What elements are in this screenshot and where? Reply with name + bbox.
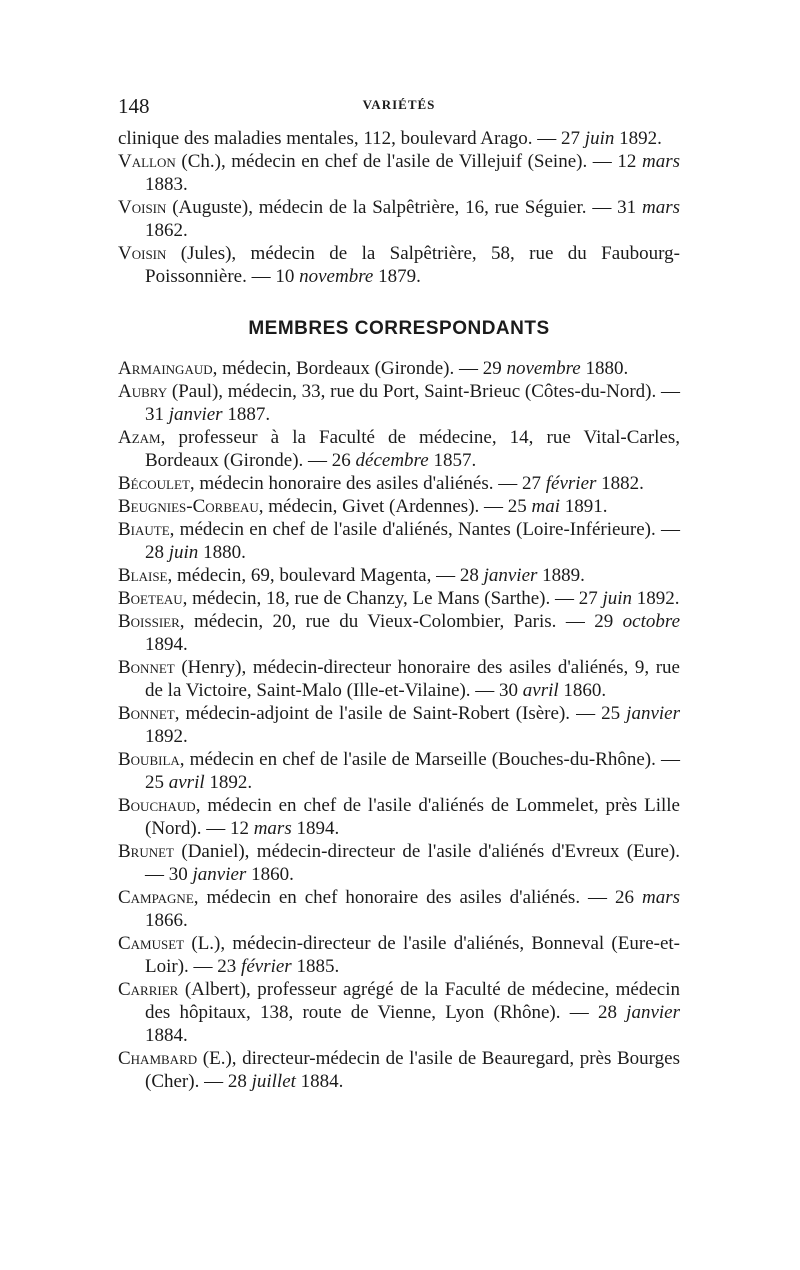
entry-name: Boubila [118,749,180,770]
list-item [118,472,680,495]
continued-entry-list [118,127,680,288]
entry-text: , médecin, 20, rue du Vieux-Colombier, Paris. — [179,611,595,632]
entry-date-month: mai [531,496,561,517]
entry-date-year: 1892. [204,772,253,793]
entry-name: Voisin [118,243,167,264]
entry-name: Campagne [118,887,194,908]
list-item [118,748,680,794]
list-item [118,426,680,472]
list-item [118,380,680,426]
list-item [118,242,680,288]
entry-date-year: 1885. [291,956,340,977]
entry-date-day: 28 [597,1002,617,1023]
entry-date-month: juin [602,588,633,609]
entry-date-year: 1882. [596,473,644,494]
list-item [118,518,680,564]
entry-date-day: 27 [522,473,542,494]
entry-date-day: 26 [615,887,635,908]
entry-date-year: 1860. [558,680,607,701]
entry-text: (Jules), médecin de la Salpêtrière, 58, rue du Faubourg-Poissonnière. — [145,243,680,287]
entry-date-year: 1880. [580,358,629,379]
entry-date-year: 1880. [198,542,246,563]
entry-date-month: juin [584,128,615,149]
entry-date-month: janvier [192,864,247,885]
entry-name: Aubry [118,381,168,402]
entry-date-day: 31 [617,197,637,218]
entry-text: (E.), directeur-médecin de l'asile de Beauregard, près Bourges (Cher). — [145,1048,680,1092]
entry-date-month: novembre [506,358,581,379]
entry-date-year: 1892. [614,128,662,149]
entry-text: (Daniel), médecin-directeur de l'asile d'aliénés d'Evreux (Eure). — [145,841,680,885]
entry-name: Boeteau [118,588,183,609]
entry-name: Beugnies-Corbeau [118,496,259,517]
list-item [118,794,680,840]
list-item [118,1047,680,1093]
entry-text: (L.), médecin-directeur de l'asile d'aliénés, Bonneval (Eure-et-Loir). — [145,933,680,977]
entry-name: Bouchaud [118,795,196,816]
section-title: MEMBRES CORRESPONDANTS [248,318,550,339]
entry-date-month: janvier [483,565,538,586]
entry-date-month: mars [642,887,681,908]
entry-date-day: 26 [331,450,351,471]
running-title: VARIÉTÉS [362,97,436,112]
entry-date-year: 1860. [246,864,294,885]
list-item [118,886,680,932]
entry-date-day: 12 [617,151,637,172]
entry-text: , médecin en chef de l'asile d'aliénés de Lommelet, près Lille (Nord). — [145,795,680,839]
entry-name: Azam [118,427,161,448]
text-block [118,127,680,1093]
entry-date-day: 23 [217,956,237,977]
entry-date-day: 28 [459,565,479,586]
entry-name: Brunet [118,841,175,862]
entry-text: clinique des maladies mentales, 112, boulevard Arago. — [118,128,562,149]
entry-text: (Ch.), médecin en chef de l'asile de Villejuif (Seine). — [175,151,618,172]
entry-text: , médecin en chef honoraire des asiles d'aliénés. — [193,887,616,908]
entry-name: Camuset [118,933,185,954]
entry-name: Armaingaud [118,358,213,379]
entry-date-year: 1857. [428,450,477,471]
entry-date-day: 12 [229,818,249,839]
entry-date-day: 30 [499,680,519,701]
list-item [118,127,680,150]
entry-name: Blaise [118,565,168,586]
entry-date-month: juillet [251,1071,296,1092]
entry-date-year: 1884. [145,1025,188,1046]
entry-name: Chambard [118,1048,198,1069]
entry-date-day: 29 [482,358,502,379]
entry-date-month: avril [522,680,559,701]
entry-text: (Auguste), médecin de la Salpêtrière, 16, rue Séguier. — [166,197,618,218]
entry-text: , médecin honoraire des asiles d'aliénés. — [189,473,523,494]
entry-date-year: 1892. [632,588,680,609]
entry-date-day: 29 [594,611,614,632]
page-header [118,94,680,120]
list-item [118,150,680,196]
entry-date-month: février [241,956,292,977]
entry-name: Voisin [118,197,167,218]
entry-date-year: 1883. [145,174,188,195]
entry-date-month: octobre [622,611,681,632]
entry-date-month: juin [168,542,199,563]
entry-text: , médecin, 69, boulevard Magenta, — [167,565,460,586]
entry-date-day: 28 [227,1071,247,1092]
entry-name: Carrier [118,979,179,1000]
entry-text: , médecin-adjoint de l'asile de Saint-Robert (Isère). — [174,703,602,724]
entry-date-day: 25 [507,496,527,517]
entry-name: Boissier [118,611,180,632]
entry-date-day: 27 [561,128,581,149]
entry-text: , professeur à la Faculté de médecine, 14, rue Vital-Carles, Bordeaux (Gironde). — [145,427,680,471]
entry-date-month: mars [641,151,680,172]
entry-name: Vallon [118,151,176,172]
entry-text: , médecin en chef de l'asile d'aliénés, Nantes (Loire-Inférieure). — [169,519,680,540]
entry-date-year: 1889. [537,565,585,586]
list-item [118,932,680,978]
entry-date-day: 28 [145,542,164,563]
entry-name: Bécoulet [118,473,190,494]
entry-date-month: novembre [299,266,374,287]
entry-date-day: 31 [145,404,164,425]
entry-date-day: 30 [168,864,188,885]
list-item [118,196,680,242]
entry-date-month: janvier [626,703,680,724]
entry-date-month: janvier [626,1002,680,1023]
list-item [118,610,680,656]
list-item [118,495,680,518]
entry-date-day: 10 [275,266,295,287]
list-item [118,564,680,587]
entry-text: , médecin, 18, rue de Chanzy, Le Mans (Sarthe). — [182,588,579,609]
entry-text: (Paul), médecin, 33, rue du Port, Saint-Brieuc (Côtes-du-Nord). — [167,381,681,402]
entry-date-month: avril [168,772,205,793]
entry-date-month: mars [253,818,292,839]
list-item [118,656,680,702]
entry-date-year: 1894. [291,818,340,839]
list-item [118,587,680,610]
entry-name: Biaute [118,519,170,540]
entry-date-month: janvier [168,404,223,425]
entry-text: , médecin, Bordeaux (Gironde). — [212,358,483,379]
page-number: 148 [118,94,150,118]
entry-date-month: mars [641,197,680,218]
list-item [118,978,680,1047]
entry-date-day: 27 [578,588,598,609]
entry-name: Bonnet [118,703,175,724]
list-item [118,840,680,886]
entry-text: (Henry), médecin-directeur honoraire des asiles d'aliénés, 9, rue de la Victoire, Saint-Malo (Ille-et-Vilaine). — [145,657,680,701]
entry-date-year: 1862. [145,220,188,241]
entry-date-year: 1892. [145,726,188,747]
entry-text: , médecin en chef de l'asile de Marseille (Bouches-du-Rhône). — [179,749,680,770]
entry-date-day: 25 [145,772,164,793]
entry-date-year: 1884. [295,1071,344,1092]
entry-name: Bonnet [118,657,175,678]
entry-date-month: décembre [355,450,429,471]
correspondant-entry-list [118,357,680,1093]
entry-text: (Albert), professeur agrégé de la Faculté de médecine, médecin des hôpitaux, 138, route de Vienne, Lyon (Rhône). — [145,979,680,1023]
list-item [118,702,680,748]
entry-date-year: 1894. [145,634,188,655]
entry-date-year: 1891. [560,496,608,517]
entry-date-day: 25 [601,703,621,724]
entry-date-year: 1879. [373,266,421,287]
entry-text: , médecin, Givet (Ardennes). — [258,496,508,517]
entry-date-year: 1866. [145,910,188,931]
list-item [118,357,680,380]
entry-date-month: février [545,473,597,494]
entry-date-year: 1887. [222,404,271,425]
